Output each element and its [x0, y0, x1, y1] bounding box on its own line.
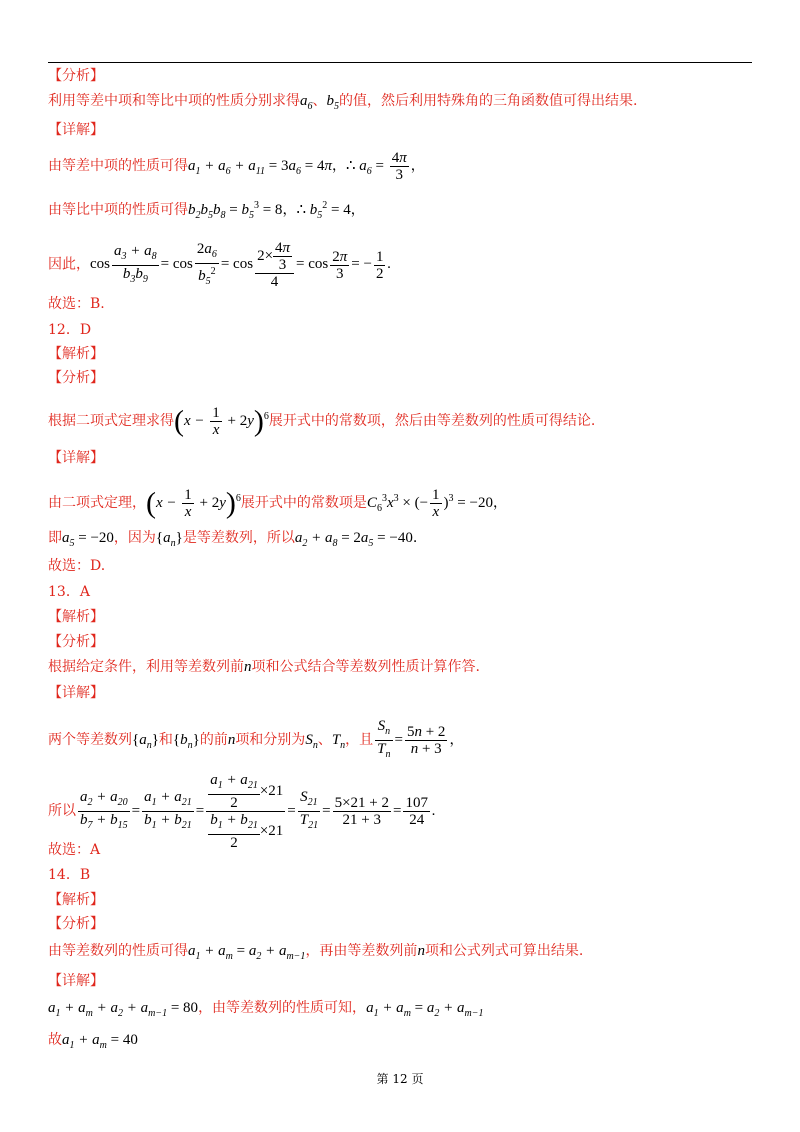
q14-analysis-line: 由等差数列的性质可得$a_1 + a_m = a_2 + a_{m-1}$，再由等差数列前n项和公式列式可算出结果. — [48, 943, 584, 962]
q14-detail-line2: 故$a_1 + a_m = 40$ — [48, 1032, 138, 1051]
p11-detail-line3: 因此，cos $\frac{a_3 + a_8}{b_3b_9}$ = cos $\frac{2a_6}{b_5^2}$ = cos 2× $\frac{4\pi}{3}$ 4 = cos $\frac{2\pi}{3}$ = − $\frac{1}{2}$ . — [48, 240, 392, 290]
p11-detail-line2: 由等比中项的性质可得$b_2b_5b_8 = b_5^3 = 8$，∴ $b_5^2 = 4$， — [48, 200, 365, 221]
q13-explain-label: 【解析】 — [48, 609, 104, 625]
q13-answer: 故选：A — [48, 842, 101, 858]
top-rule — [48, 62, 752, 63]
q14-number: 14．B — [48, 867, 91, 883]
p11-detail-label: 【详解】 — [48, 122, 104, 138]
q13-analysis-label: 【分析】 — [48, 634, 104, 650]
p11-detail-line1: 由等差中项的性质可得$a_1 + a_6 + a_{11} = 3a_6 = 4\pi$，∴ $a_6$ = $\frac{4\pi}{3}$ ， — [48, 150, 425, 183]
q13-analysis-line: 根据给定条件，利用等差数列前n项和公式结合等差数列性质计算作答. — [48, 659, 480, 675]
q13-number: 13．A — [48, 584, 90, 600]
q14-analysis-label: 【分析】 — [48, 916, 104, 932]
q13-detail-label: 【详解】 — [48, 685, 104, 701]
page-number: 第 12 页 — [376, 1072, 424, 1086]
p11-analysis-label: 【分析】 — [48, 68, 104, 84]
q12-detail-label: 【详解】 — [48, 450, 104, 466]
q12-explain-label: 【解析】 — [48, 346, 104, 362]
q14-detail-label: 【详解】 — [48, 973, 104, 989]
q12-answer: 故选：D. — [48, 558, 106, 574]
q14-detail-line1: $a_1 + a_m + a_2 + a_{m-1} = 80$，由等差数列的性质可知，$a_1 + a_m = a_2 + a_{m-1}$ — [48, 1000, 484, 1019]
p11-analysis-line: 利用等差中项和等比中项的性质分别求得$a_6$、$b_5$的值，然后利用特殊角的三角函数值可得出结果. — [48, 93, 638, 112]
q14-explain-label: 【解析】 — [48, 892, 104, 908]
q12-analysis-label: 【分析】 — [48, 370, 104, 386]
q12-analysis-line: 根据二项式定理求得(x − $\frac{1}{x}$ + 2y)$^6$展开式中的常数项，然后由等差数列的性质可得结论. — [48, 404, 596, 438]
q12-detail-line1: 由二项式定理，(x − $\frac{1}{x}$ + 2y)$^6$展开式中的常数项是$C_6^3x^3$ × (− $\frac{1}{x}$ )$^3$ = −20， — [48, 486, 507, 520]
p11-answer: 故选：B. — [48, 296, 105, 312]
q13-detail-line1: 两个等差数列$\{a_n\}$和$\{b_n\}$的前n项和分别为$S_n$、$T_n$，且 $\frac{S_n}{T_n}$ = $\frac{5n + 2}{n + 3}$ ， — [48, 718, 464, 760]
q13-detail-line2: 所以 $\frac{a_2 + a_{20}}{b_7 + b_{15}}$ = $\frac{a_1 + a_{21}}{b_1 + b_{21}}$ = $\frac{a_1 + a_{21}}{2}$ ×21 $\frac{b_1 + b_{21}}{2}$ ×21 = $\frac{S_{21}}{T_{21}}$ = $\frac{5\times 21 + 2}{21 + 3}$ = $\frac{107}{24}$ . — [48, 772, 436, 851]
q12-detail-line2: 即$a_5 = -20$，因为$\{a_n\}$是等差数列，所以$a_2 + a_8 = 2a_5 = -40$. — [48, 530, 418, 549]
q12-number: 12．D — [48, 322, 92, 338]
